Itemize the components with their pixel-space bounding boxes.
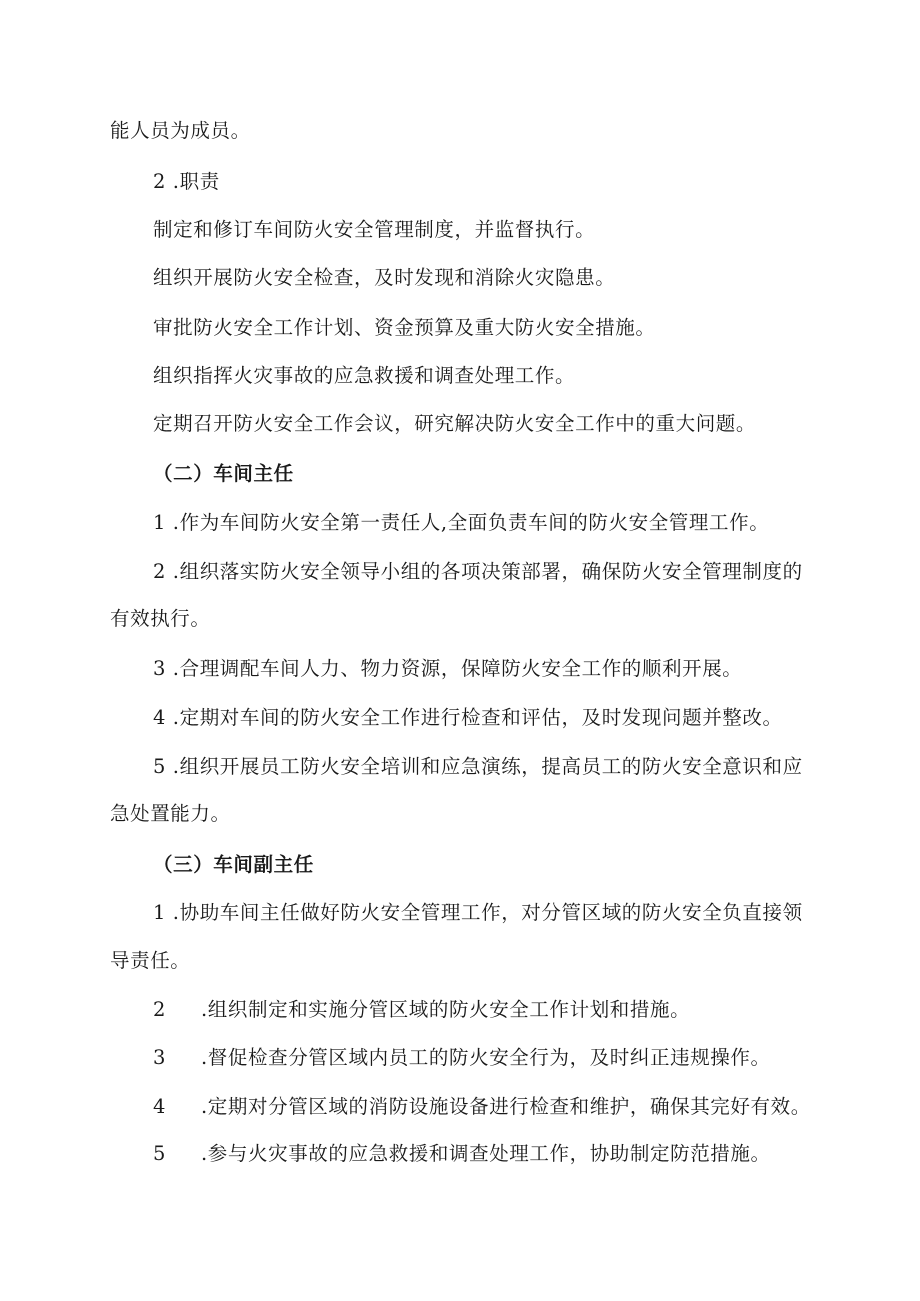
list-item-continuation: 导责任。 (110, 949, 191, 972)
list-text: .督促检查分管区域内员工的防火安全行为，及时纠正违规操作。 (201, 1046, 771, 1069)
list-item (153, 1046, 771, 1070)
list-number: 5 (153, 1142, 167, 1165)
list-item: 4 .定期对车间的防火安全工作进行检查和评估，及时发现问题并整改。 (153, 706, 783, 729)
section-heading: （二）车间主任 (153, 462, 294, 485)
list-item-continuation: 有效执行。 (110, 607, 211, 630)
list-item: 2 .组织落实防火安全领导小组的各项决策部署，确保防火安全管理制度的 (153, 560, 803, 583)
list-number: 4 (153, 1095, 167, 1118)
paragraph-line: 组织指挥火灾事故的应急救援和调查处理工作。 (153, 364, 576, 387)
paragraph-line: 能人员为成员。 (110, 119, 251, 142)
list-item: 3 .合理调配车间人力、物力资源，保障防火安全工作的顺利开展。 (153, 657, 743, 680)
list-number: 3 (153, 1046, 167, 1069)
section-heading: （三）车间副主任 (153, 853, 314, 876)
paragraph-line: 制定和修订车间防火安全管理制度，并监督执行。 (153, 218, 596, 241)
list-text: .定期对分管区域的消防设施设备进行检查和维护，确保其完好有效。 (201, 1095, 811, 1118)
list-text: .组织制定和实施分管区域的防火安全工作计划和措施。 (201, 998, 691, 1021)
list-item: 1 .协助车间主任做好防火安全管理工作，对分管区域的防火安全负直接领 (153, 901, 803, 924)
list-number: 2 (153, 998, 167, 1021)
list-item (153, 1142, 771, 1166)
list-item: 5 .组织开展员工防火安全培训和应急演练，提高员工的防火安全意识和应 (153, 755, 803, 778)
list-item (153, 998, 690, 1022)
paragraph-line: 定期召开防火安全工作会议，研究解决防火安全工作中的重大问题。 (153, 412, 757, 435)
paragraph-line: 审批防火安全工作计划、资金预算及重大防火安全措施。 (153, 316, 656, 339)
list-item-continuation: 急处置能力。 (110, 802, 231, 825)
subsection-label: 2 .职责 (153, 170, 220, 193)
paragraph-line: 组织开展防火安全检查，及时发现和消除火灾隐患。 (153, 266, 616, 289)
list-item: 1 .作为车间防火安全第一责任人,全面负责车间的防火安全管理工作。 (153, 511, 770, 534)
list-item (153, 1095, 811, 1119)
list-text: .参与火灾事故的应急救援和调查处理工作，协助制定防范措施。 (201, 1142, 771, 1165)
